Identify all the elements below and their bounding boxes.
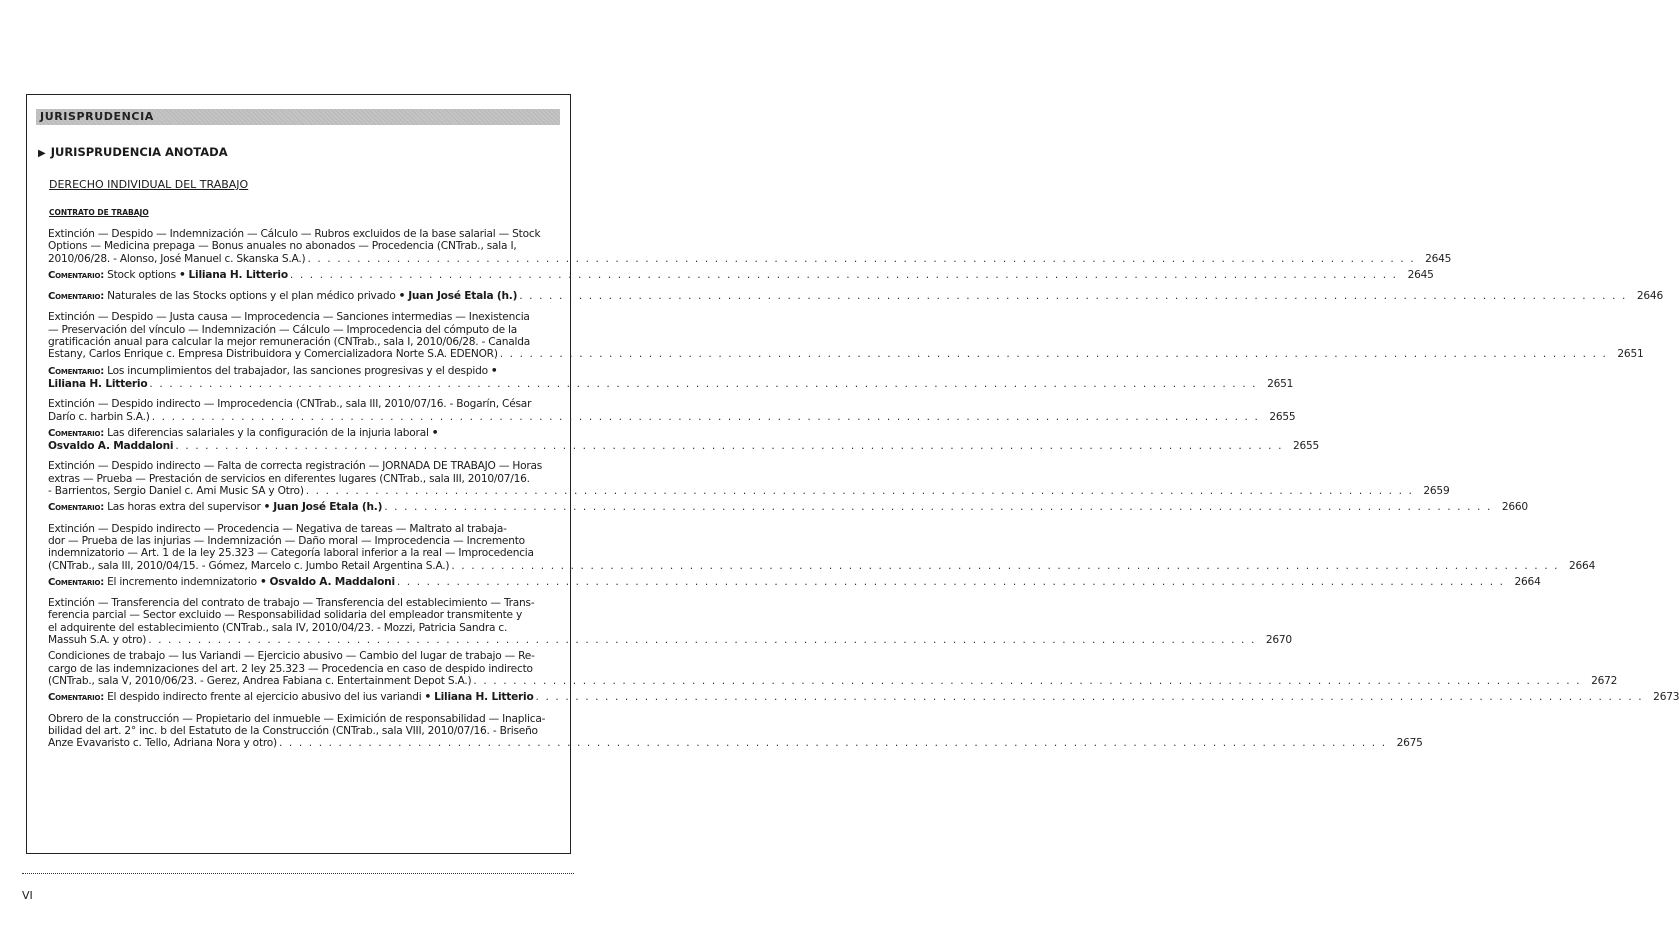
entry-text-segment: ferencia parcial — Sector excluido — Responsabilidad solidaria del empleador transmitente y bbox=[48, 609, 523, 622]
entry-line bbox=[48, 398, 566, 410]
entry-text bbox=[48, 501, 382, 514]
dot-leader bbox=[307, 253, 1415, 265]
bullet-separator: • bbox=[263, 501, 271, 514]
entry-line bbox=[48, 609, 566, 621]
section-banner bbox=[36, 109, 560, 125]
page-reference: 2672 bbox=[1591, 674, 1618, 687]
page-reference: 2651 bbox=[1617, 348, 1644, 361]
page-reference: 2675 bbox=[1396, 737, 1423, 750]
entry-text-segment: Stock options bbox=[107, 268, 176, 281]
entry-text bbox=[48, 691, 534, 704]
entry-line bbox=[48, 365, 566, 378]
comment-author: Juan José Etala (h.) bbox=[273, 501, 383, 514]
entry-text-segment: (CNTrab., sala V, 2010/06/23. - Gerez, Andrea Fabiana c. Entertainment Depot S.A.) bbox=[48, 674, 472, 687]
entry-line bbox=[48, 674, 1618, 687]
entry-line bbox=[48, 634, 1292, 647]
entry-text bbox=[48, 650, 535, 662]
entry-line bbox=[48, 650, 566, 662]
entry-text bbox=[48, 547, 534, 559]
entry-text bbox=[48, 737, 277, 749]
entry-text bbox=[48, 440, 173, 452]
page-reference: 2651 bbox=[1267, 377, 1294, 390]
dot-leader bbox=[519, 290, 1627, 302]
comment-entry bbox=[48, 691, 1679, 704]
entry-text-segment: (CNTrab., sala III, 2010/04/15. - Gómez, Marcelo c. Jumbo Retail Argentina S.A.) bbox=[48, 559, 450, 572]
entry-text bbox=[48, 378, 147, 390]
entry-line bbox=[48, 324, 566, 336]
entry-line bbox=[48, 240, 566, 252]
comment-author: Liliana H. Litterio bbox=[188, 268, 288, 281]
comment-entry bbox=[48, 501, 1528, 514]
comment-author: Osvaldo A. Maddaloni bbox=[269, 575, 395, 588]
entry-text bbox=[48, 269, 288, 282]
entry-text-segment: Estany, Carlos Enrique c. Empresa Distribuidora y Comercializadora Norte S.A. EDENOR) bbox=[48, 348, 498, 361]
dot-leader bbox=[175, 440, 1283, 452]
dot-leader bbox=[290, 269, 1398, 281]
page-reference: 2655 bbox=[1269, 410, 1296, 423]
entry-text-segment: - Barrientos, Sergio Daniel c. Ami Music SA y Otro) bbox=[48, 485, 304, 498]
entry-line bbox=[48, 336, 566, 348]
entry-text bbox=[48, 365, 500, 378]
page-reference: 2645 bbox=[1407, 268, 1434, 281]
case-entry bbox=[48, 712, 1423, 750]
content-frame bbox=[26, 94, 1679, 854]
entry-line bbox=[48, 575, 1541, 589]
comment-label: Comentario: bbox=[48, 576, 105, 588]
entry-line bbox=[48, 348, 1644, 361]
entry-line bbox=[48, 691, 1679, 704]
entry-text-segment: El incremento indemnizatorio bbox=[107, 575, 257, 588]
bullet-separator: • bbox=[259, 575, 267, 588]
case-entry bbox=[48, 228, 1452, 265]
entry-text bbox=[48, 411, 150, 423]
case-entry bbox=[48, 398, 1296, 423]
comment-author: Liliana H. Litterio bbox=[48, 377, 148, 390]
entry-text bbox=[48, 576, 395, 589]
dot-leader bbox=[279, 737, 1387, 749]
dot-leader bbox=[536, 691, 1644, 703]
entry-text-segment: Extinción — Despido — Justa causa — Improcedencia — Sanciones intermedias — Inexistencia bbox=[48, 311, 530, 324]
page-reference: 2664 bbox=[1569, 559, 1596, 572]
entry-text-segment: Extinción — Despido indirecto — Improcedencia (CNTrab., sala III, 2010/07/16. - Bogarín, César bbox=[48, 398, 532, 411]
entry-text bbox=[48, 311, 530, 323]
entry-text bbox=[48, 523, 507, 535]
entry-text-segment: indemnizatorio — Art. 1 de la ley 25.323 — Categoría laboral inferior a la real — Improcedencia bbox=[48, 547, 534, 560]
entry-text bbox=[48, 535, 525, 547]
entry-line bbox=[48, 290, 1663, 303]
entry-text-segment: extras — Prueba — Prestación de servicios en diferentes lugares (CNTrab., sala III, 2010/07/16. bbox=[48, 472, 530, 485]
entry-line bbox=[48, 440, 1320, 453]
entry-text bbox=[48, 675, 471, 687]
entry-text-segment: Extinción — Despido indirecto — Procedencia — Negativa de tareas — Maltrato al trabaja- bbox=[48, 522, 507, 535]
comment-label: Comentario: bbox=[48, 692, 105, 704]
entry-text bbox=[48, 609, 522, 621]
entry-text-segment: el adquirente del establecimiento (CNTrab., sala IV, 2010/04/23. - Mozzi, Patricia Sandra c. bbox=[48, 621, 508, 634]
entry-text-segment: Massuh S.A. y otro) bbox=[48, 634, 147, 647]
entry-text-segment: Naturales de las Stocks options y el plan médico privado bbox=[107, 290, 396, 303]
dot-leader bbox=[397, 576, 1505, 588]
entry-line bbox=[48, 622, 566, 634]
entry-line bbox=[48, 377, 1294, 390]
entry-line bbox=[48, 725, 566, 737]
entry-line bbox=[48, 547, 566, 559]
page-reference: 2645 bbox=[1425, 252, 1452, 265]
entry-text bbox=[48, 663, 533, 675]
footer-dotted-rule bbox=[22, 873, 574, 874]
comment-entry bbox=[48, 268, 1434, 282]
entry-line bbox=[48, 597, 566, 609]
entry-text-segment: Extinción — Despido — Indemnización — Cálculo — Rubros excluidos de la base salarial — Stock bbox=[48, 228, 541, 240]
entry-text bbox=[48, 398, 531, 410]
dot-leader bbox=[148, 634, 1256, 646]
entry-line bbox=[48, 268, 1434, 282]
comment-label: Comentario: bbox=[48, 427, 105, 439]
entry-line bbox=[48, 473, 566, 485]
entry-text bbox=[48, 622, 507, 634]
dot-leader bbox=[500, 348, 1608, 360]
bullet-separator: • bbox=[490, 364, 498, 377]
subsubsection-heading: CONTRATO DE TRABAJO bbox=[49, 208, 149, 217]
entry-text-segment: cargo de las indemnizaciones del art. 2 ley 25.323 — Procedencia en caso de despido indirecto bbox=[48, 662, 533, 675]
entry-text-segment: Anze Evavaristo c. Tello, Adriana Nora y otro) bbox=[48, 737, 277, 750]
entry-text-segment: Extinción — Transferencia del contrato de trabajo — Transferencia del establecimiento — Trans- bbox=[48, 597, 535, 610]
page-reference: 2673 bbox=[1653, 691, 1679, 704]
entry-text-segment: 2010/06/28. - Alonso, José Manuel c. Skanska S.A.) bbox=[48, 252, 306, 265]
entry-line bbox=[48, 737, 1423, 750]
entry-text bbox=[48, 253, 305, 265]
entry-text-segment: Obrero de la construcción — Propietario del inmueble — Eximición de responsabilidad — Inaplica- bbox=[48, 712, 546, 725]
comment-entry bbox=[48, 426, 1320, 453]
comment-entry bbox=[48, 290, 1663, 303]
entry-text bbox=[48, 485, 304, 497]
entry-text-segment: bilidad del art. 2° inc. b del Estatuto de la Construcción (CNTrab., sala VIII, 2010/07/16. - Briseño bbox=[48, 724, 538, 737]
case-entry bbox=[48, 311, 1644, 361]
entry-text bbox=[48, 597, 534, 609]
case-entry bbox=[48, 460, 1450, 498]
comment-author: Liliana H. Litterio bbox=[434, 691, 534, 704]
entry-text-segment: Los incumplimientos del trabajador, las sanciones progresivas y el despido bbox=[107, 364, 488, 377]
entry-text-segment: Options — Medicina prepaga — Bonus anuales no abonados — Procedencia (CNTrab., sala I, bbox=[48, 240, 517, 253]
entry-text bbox=[48, 725, 538, 737]
banner-label: JURISPRUDENCIA bbox=[40, 110, 154, 123]
entry-text bbox=[48, 634, 146, 646]
case-entry bbox=[48, 522, 1596, 572]
bullet-separator: • bbox=[431, 426, 439, 439]
entry-line bbox=[48, 535, 566, 547]
entry-text bbox=[48, 228, 540, 240]
comment-label: Comentario: bbox=[48, 291, 105, 303]
case-entry bbox=[48, 597, 1292, 647]
bullet-separator: • bbox=[398, 290, 406, 303]
entry-text bbox=[48, 348, 498, 360]
triangle-bullet-icon: ▶ bbox=[38, 148, 46, 159]
dot-leader bbox=[149, 378, 1257, 390]
dot-leader bbox=[473, 675, 1581, 687]
entry-text bbox=[48, 427, 441, 440]
entry-text bbox=[48, 473, 530, 485]
section-heading-text: JURISPRUDENCIA ANOTADA bbox=[50, 145, 228, 159]
entry-text-segment: Darío c. harbin S.A.) bbox=[48, 410, 150, 423]
entry-line bbox=[48, 523, 566, 535]
entry-line bbox=[48, 252, 1452, 265]
case-entry bbox=[48, 650, 1618, 687]
entry-text-segment: gratificación anual para calcular la mejor remuneración (CNTrab., sala I, 2010/06/28. - Canalda bbox=[48, 336, 531, 349]
entry-text bbox=[48, 560, 449, 572]
comment-entry bbox=[48, 364, 1294, 391]
dot-leader bbox=[152, 411, 1260, 423]
entry-line bbox=[48, 663, 566, 675]
entry-line bbox=[48, 460, 566, 472]
subsection-heading: DERECHO INDIVIDUAL DEL TRABAJO bbox=[49, 178, 249, 191]
entry-text-segment: Las horas extra del supervisor bbox=[107, 501, 261, 514]
entry-line bbox=[48, 427, 566, 440]
entry-text bbox=[48, 713, 545, 725]
entry-text-segment: dor — Prueba de las injurias — Indemnización — Daño moral — Improcedencia — Incremento bbox=[48, 534, 525, 547]
page-reference: 2660 bbox=[1501, 501, 1528, 514]
entry-text-segment: Extinción — Despido indirecto — Falta de correcta registración — JORNADA DE TRABAJO — Horas bbox=[48, 460, 543, 473]
page-reference: 2655 bbox=[1293, 440, 1320, 453]
entry-line bbox=[48, 311, 566, 323]
entry-text bbox=[48, 324, 517, 336]
entry-text-segment: El despido indirecto frente al ejercicio abusivo del ius variandi bbox=[107, 691, 422, 704]
dot-leader bbox=[306, 485, 1414, 497]
entry-line bbox=[48, 501, 1528, 514]
entry-line bbox=[48, 410, 1296, 423]
entry-line bbox=[48, 485, 1450, 498]
comment-label: Comentario: bbox=[48, 269, 105, 281]
entry-text bbox=[48, 290, 517, 303]
entry-line bbox=[48, 228, 566, 240]
comment-entry bbox=[48, 575, 1541, 589]
page-number: VI bbox=[22, 889, 33, 902]
entries-list bbox=[48, 228, 1679, 753]
page-reference: 2646 bbox=[1636, 290, 1663, 303]
dot-leader bbox=[384, 501, 1492, 513]
bullet-separator: • bbox=[424, 691, 432, 704]
entry-text-segment: — Preservación del vínculo — Indemnización — Cálculo — Improcedencia del cómputo de la bbox=[48, 323, 518, 336]
page-reference: 2659 bbox=[1423, 485, 1450, 498]
entry-text-segment: Condiciones de trabajo — Ius Variandi — Ejercicio abusivo — Cambio del lugar de trabajo — Re- bbox=[48, 650, 535, 663]
entry-text bbox=[48, 240, 517, 252]
page-reference: 2670 bbox=[1265, 634, 1292, 647]
page-reference: 2664 bbox=[1514, 575, 1541, 588]
comment-author: Juan José Etala (h.) bbox=[408, 290, 518, 303]
entry-text-segment: Las diferencias salariales y la configuración de la injuria laboral bbox=[107, 426, 429, 439]
comment-label: Comentario: bbox=[48, 365, 105, 377]
entry-line bbox=[48, 559, 1596, 572]
dot-leader bbox=[451, 560, 1559, 572]
comment-author: Osvaldo A. Maddaloni bbox=[48, 440, 174, 453]
bullet-separator: • bbox=[178, 268, 186, 281]
comment-label: Comentario: bbox=[48, 502, 105, 514]
entry-text bbox=[48, 336, 530, 348]
entry-text bbox=[48, 460, 542, 472]
section-heading bbox=[38, 145, 228, 161]
entry-line bbox=[48, 713, 566, 725]
